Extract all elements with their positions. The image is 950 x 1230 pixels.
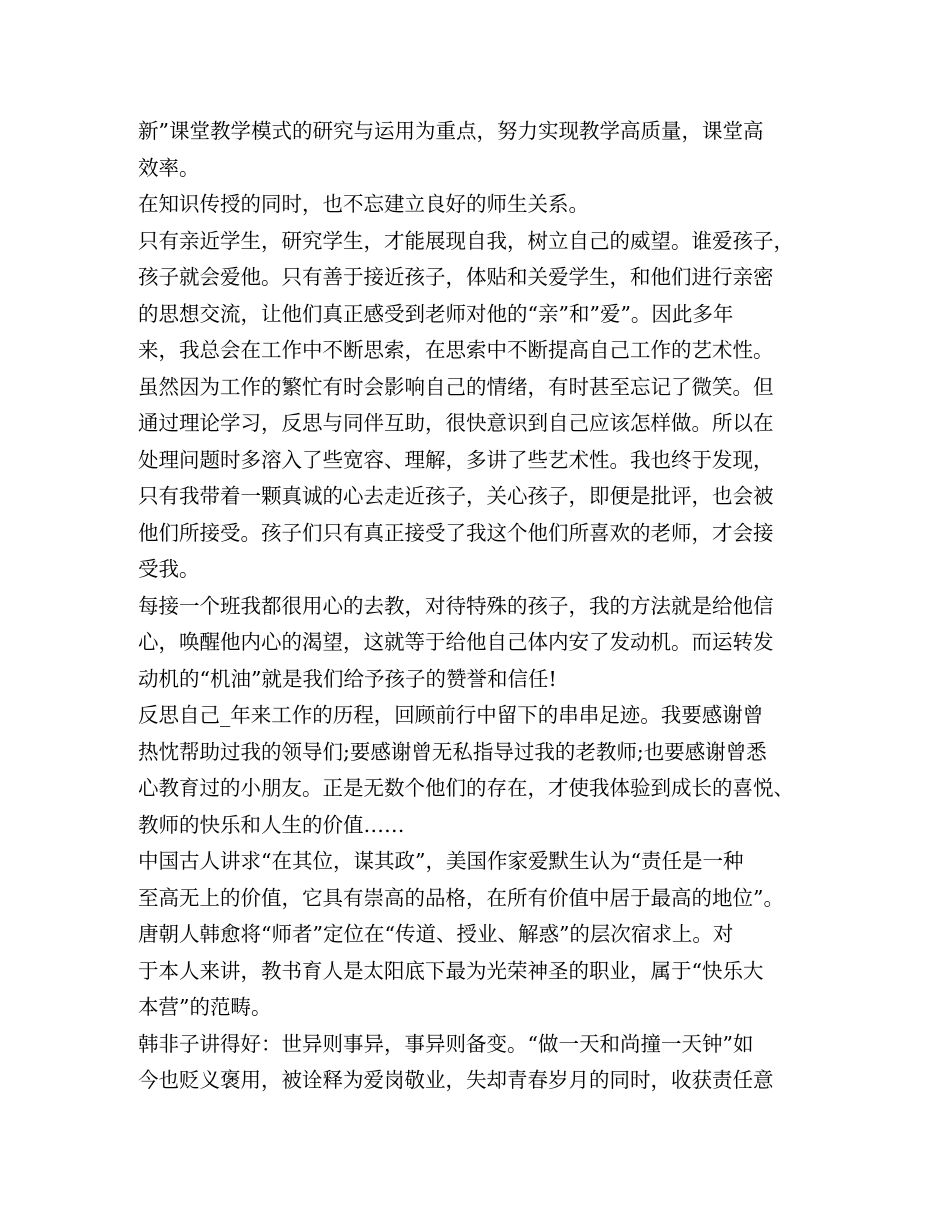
text-line: 效率。 [138, 155, 200, 180]
text-line: 心教育过的小朋友。正是无数个他们的存在，才使我体验到成长的喜悦、 [138, 776, 794, 800]
text-line: 中国古人讲求“在其位，谋其政”，美国作家爱默生认为“责任是一种 [138, 849, 744, 873]
text-line: 孩子就会爱他。只有善于接近孩子，体贴和关爱学生，和他们进行亲密 [138, 265, 774, 289]
text-line: 今也贬义褒用，被诠释为爱岗敬业，失却青春岁月的同时，收获责任意 [138, 1068, 774, 1092]
text-line: 处理问题时多溶入了些宽容、理解，多讲了些艺术性。我也终于发现， [138, 447, 774, 472]
text-line: 在知识传授的同时，也不忘建立良好的师生关系。 [138, 192, 589, 216]
text-line: 他们所接受。孩子们只有真正接受了我这个他们所喜欢的老师，才会接 [138, 520, 774, 545]
text-line: 教师的快乐和人生的价值…… [138, 812, 405, 837]
text-line: 动机的“机油”就是我们给予孩子的赞誉和信任! [138, 666, 557, 691]
text-line: 虽然因为工作的繁忙有时会影响自己的情绪，有时甚至忘记了微笑。但 [138, 374, 774, 399]
text-line: 的思想交流，让他们真正感受到老师对他的“亲”和”爱”。因此多年 [138, 301, 734, 326]
text-line: 至高无上的价值，它具有崇高的品格，在所有价值中居于最高的地位”。 [138, 885, 784, 910]
text-line: 只有我带着一颗真诚的心去走近孩子，关心孩子，即便是批评，也会被 [138, 484, 774, 508]
text-line: 唐朝人韩愈将“师者”定位在“传道、授业、解惑”的层次宿求上。对 [138, 922, 734, 946]
text-line: 来，我总会在工作中不断思索，在思索中不断提高自己工作的艺术性。 [138, 338, 774, 362]
text-line: 于本人来讲，教书育人是太阳底下最为光荣神圣的职业，属于“快乐大 [138, 958, 764, 983]
text-line: 每接一个班我都很用心的去教，对待特殊的孩子，我的方法就是给他信 [138, 593, 774, 618]
text-line: 韩非子讲得好：世异则事异，事异则备变。“做一天和尚撞一天钟”如 [138, 1031, 754, 1056]
body-text [138, 113, 818, 1099]
text-line: 本营”的范畴。 [138, 995, 272, 1019]
text-line: 通过理论学习，反思与同伴互助，很快意识到自己应该怎样做。所以在 [138, 411, 774, 435]
text-line: 新”课堂教学模式的研究与运用为重点，努力实现教学高质量，课堂高 [138, 119, 764, 143]
text-line: 反思自己_年来工作的历程，回顾前行中留下的串串足迹。我要感谢曾 [138, 703, 764, 727]
text-line: 心，唤醒他内心的渴望，这就等于给他自己体内安了发动机。而运转发 [138, 630, 774, 654]
text-line: 热忱帮助过我的领导们;要感谢曾无私指导过我的老教师;也要感谢曾悉 [138, 739, 767, 764]
text-line: 受我。 [138, 557, 200, 581]
text-line: 只有亲近学生，研究学生，才能展现自我，树立自己的威望。谁爱孩子， [138, 228, 794, 253]
